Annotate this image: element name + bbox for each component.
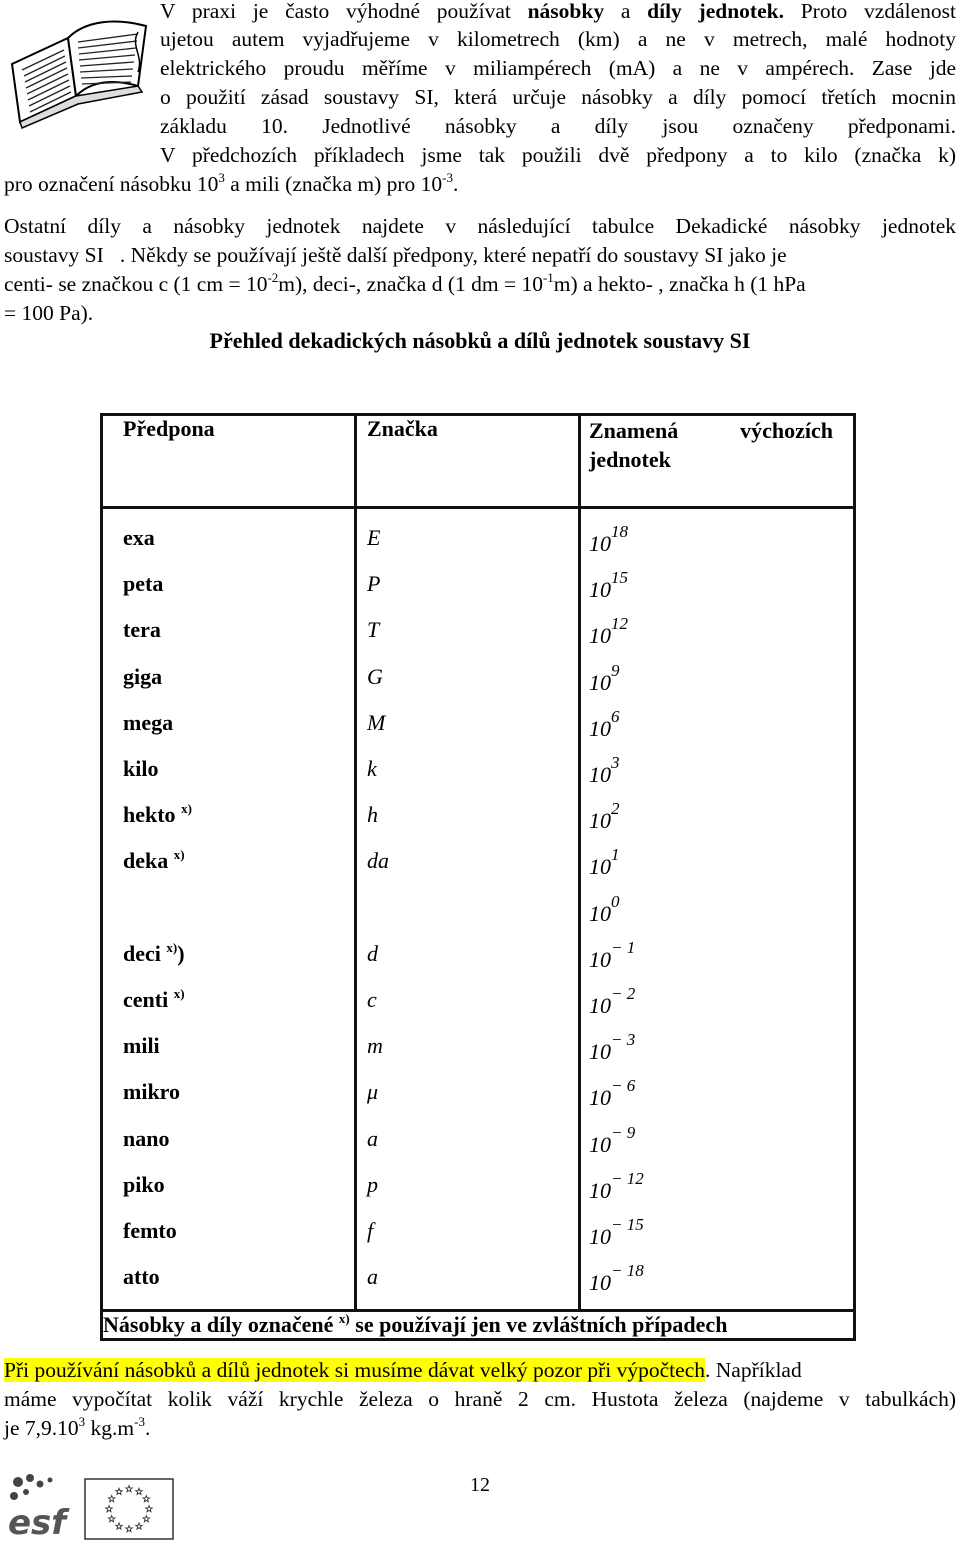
prefix-cell: tera <box>123 617 161 643</box>
table-title: Přehled dekadických násobků a dílů jednotek soustavy SI <box>209 328 751 353</box>
power-cell: $10^{- 2}$ <box>589 984 636 1018</box>
power-column <box>581 509 853 1309</box>
symbol-cell: f <box>367 1218 374 1243</box>
symbol-cell: m <box>367 1033 383 1059</box>
para3-line-1: Při používání násobků a dílů jednotek si musíme dávat velký pozor při výpočtech. Například <box>4 1358 802 1382</box>
header-symbol: Značka <box>356 415 580 508</box>
power-cell: $10^2$ <box>589 799 620 834</box>
symbol-cell: M <box>367 709 386 735</box>
para2-line-4: = 100 Pa). <box>4 301 94 325</box>
page-number: 12 <box>470 1474 490 1496</box>
prefix-cell: mega <box>123 709 174 735</box>
prefix-cell: mili <box>123 1033 160 1059</box>
power-cell: $10^{- 12}$ <box>589 1168 644 1203</box>
symbol-cell: p <box>367 1171 378 1197</box>
power-cell: $10^9$ <box>589 660 620 695</box>
symbol-cell: a <box>367 1264 378 1290</box>
intro-line-5: základu 10. Jednotlivé násobky a díly jsou označeny předponami. <box>160 114 956 138</box>
power-cell: $10^{- 9}$ <box>589 1122 636 1157</box>
intro-line-6: V předchozích příkladech jsme tak použili dvě předpony a to kilo (značka k) <box>160 143 956 167</box>
intro-line-1: V praxi je často výhodné používat násobky a díly jednotek. Proto vzdálenost <box>160 0 956 23</box>
power-cell: $10^{- 18}$ <box>589 1261 644 1296</box>
prefix-cell: exa <box>123 525 155 550</box>
power-cell: $10^3$ <box>589 753 620 787</box>
para3-line-2: máme vypočítat kolik váží krychle železa o hraně 2 cm. Hustota železa (najdeme v tabulkách) <box>4 1387 956 1411</box>
prefix-cell: deka $^{x)}$ <box>123 847 185 874</box>
esf-logo <box>6 1470 78 1542</box>
power-cell: $10^6$ <box>589 706 620 741</box>
power-cell: $10^0$ <box>589 891 620 926</box>
table-footnote: Násobky a díly označené $^{x)}$ se používají jen ve zvláštních případech <box>102 1311 855 1340</box>
symbol-cell: E <box>367 525 381 550</box>
symbol-cell: T <box>367 617 380 643</box>
prefix-cell: mikro <box>123 1079 181 1105</box>
table-header-row <box>102 415 855 508</box>
prefix-cell: nano <box>123 1125 170 1151</box>
intro-line-4: o použití zásad soustavy SI, která určuje násobky a díly pomocí třetích mocnin <box>160 85 956 109</box>
intro-line-7: pro označení násobku $10^3$ a mili (značka m) pro $10^{-3}$. <box>4 170 459 196</box>
symbol-cell: da <box>367 848 389 874</box>
symbol-cell: P <box>367 571 381 597</box>
prefix-cell: atto <box>123 1264 160 1290</box>
eu-flag-logo <box>84 1478 174 1540</box>
symbol-cell: d <box>367 940 378 966</box>
para3-line-3: je 7,9.10$^3$ $kg.m^{-3}$. <box>4 1414 151 1440</box>
open-book-illustration <box>6 12 152 130</box>
para2-line-3: centi- se značkou c (1 cm = $10^{-2}m$), deci-, značka d (1 dm = $10^{-1}m$) a hekto- , značka h (1 hPa <box>4 270 806 296</box>
prefix-cell: centi $^{x)}$ <box>123 986 185 1012</box>
intro-line-3: elektrického proudu měříme v miliampérech (mA) a ne v ampérech. Zase jde <box>160 56 956 80</box>
prefix-cell: kilo <box>123 756 159 781</box>
prefix-cell: femto <box>123 1218 177 1243</box>
para2-line-1: Ostatní díly a násobky jednotek najdete v následující tabulce Dekadické násobky jednotek <box>4 214 956 238</box>
table-body-row <box>102 508 855 1311</box>
power-cell: $10^1$ <box>589 845 620 880</box>
symbol-cell: h <box>367 802 378 828</box>
prefix-cell: peta <box>123 571 164 597</box>
symbol-column <box>357 509 578 1309</box>
power-cell: $10^{15}$ <box>589 568 628 603</box>
svg-text:esf: esf <box>8 1503 67 1542</box>
power-cell: $10^{18}$ <box>589 522 628 556</box>
symbol-cell: a <box>367 1125 378 1151</box>
si-prefix-table <box>100 413 856 1341</box>
prefix-cell: piko <box>123 1171 165 1197</box>
prefix-cell: hekto $^{x)}$ <box>123 801 192 828</box>
power-cell: $10^{- 6}$ <box>589 1076 636 1111</box>
power-cell: $10^{- 1}$ <box>589 937 636 972</box>
prefix-cell: deci $^{x)}$) <box>123 939 185 966</box>
intro-line-2: ujetou autem vyjadřujeme v kilometrech (km) a ne v metrech, malé hodnoty <box>160 27 956 51</box>
symbol-cell: G <box>367 663 383 689</box>
symbol-cell: k <box>367 756 377 781</box>
prefix-cell: giga <box>123 663 163 689</box>
prefix-column <box>103 509 354 1309</box>
power-cell: $10^{- 3}$ <box>589 1030 636 1065</box>
power-cell: $10^{12}$ <box>589 614 628 649</box>
power-cell: $10^{- 15}$ <box>589 1215 644 1249</box>
header-prefix: Předpona <box>102 415 356 508</box>
highlighted-warning: Při používání násobků a dílů jednotek si musíme dávat velký pozor při výpočtech <box>4 1358 705 1382</box>
symbol-cell: μ <box>367 1079 379 1105</box>
table-footnote-row <box>102 1311 855 1340</box>
para2-line-2: soustavy SI . Někdy se používají ještě další předpony, které nepatří do soustavy SI jako je <box>4 243 787 267</box>
header-meaning: Znamená výchozích jednotek <box>580 415 855 508</box>
symbol-cell: c <box>367 987 377 1012</box>
